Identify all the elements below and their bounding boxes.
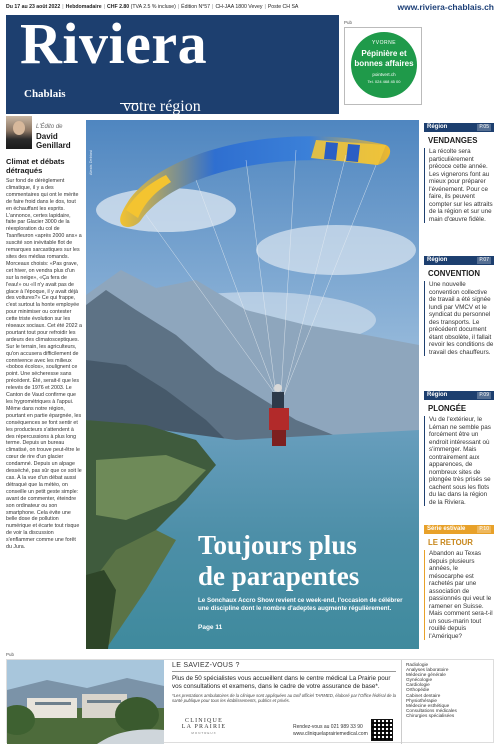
pub-label-top: Pub [344,20,353,25]
ad-line2: bonnes affaires [354,59,414,68]
teaser-rubric: Région [427,392,448,398]
ad-kicker: LE SAVIEZ-VOUS ? [172,662,240,669]
specialty-item: Analyses laboratoire [406,667,449,673]
specialty-item: Médecine esthétique [406,702,450,708]
newspaper-title: Riviera [20,11,208,76]
ad-paragraph: Plus de 50 spécialistes vous accueillent dans le centre médical La Prairie pour vos consultations et examens, dans le cadre de votre assurance de base*. [172,675,391,690]
clinic-logo-line3: MONTREUX [191,731,217,735]
masthead [6,11,339,115]
cover-headline[interactable] [198,530,408,592]
teaser-page: P.10 [479,526,489,532]
issue-meta: Du 17 au 23 août 2022 | Hebdomadaire | CHF 2.80 (TVA 2.5 % incluse) | Édition N°57 | CH-JAA 1800 Vevey | Poste CH SA [6,4,299,10]
teaser-title: LE RETOUR [428,538,473,547]
ad-site: pointvert.ch [372,72,396,77]
ad-rule [172,671,396,672]
clinic-logo-line1: CLINIQUE [185,718,223,724]
specialty-item: Physiothérapie [406,697,438,703]
specialty-item: Cardiologie [406,682,430,688]
specialties-list [401,660,493,744]
ad-pointvert-badge [351,32,417,98]
teaser-title: PLONGÉE [428,404,467,413]
newspaper-slogan: votre région [123,98,201,115]
ad-text-block [172,662,398,703]
cover-headline-line1: Toujours plus [198,530,357,560]
teaser-page: P.07 [479,257,489,263]
specialty-item: Orthopédie [406,687,430,693]
teaser-body: Vu de l'extérieur, le Léman ne semble pas forcément être un endroit intéressant où s'immerger. Mais contrairement aux apparences, de nombreux sites de plongée très prisés se cachent sous les flots du lac dans la région de la Riviera. [424,416,494,506]
teaser-rubric: Région [427,124,448,130]
issue-price: CHF 2.80 [106,4,130,10]
teaser-rubric: Série estivale [427,526,466,532]
teaser-title: CONVENTION [428,269,480,278]
teaser-convention[interactable] [424,256,494,356]
cover-lead: Le Sonchaux Accro Show revient ce week-end, l'occasion de célébrer une discipline dont le nombre d'adeptes augmente régulièrement. [198,597,403,612]
author-last-name: Genillard [36,141,71,150]
specialty-item: Cabinet dentaire [406,692,441,698]
edito-headline[interactable]: Climat et débats détraqués [6,157,65,175]
teaser-plongee[interactable] [424,391,494,506]
ad-brand: YVORNE [371,40,397,46]
cover-headline-line2: de parapentes [198,561,360,591]
teaser-page: P.09 [479,392,489,398]
cover-page-ref[interactable]: Page 11 [198,624,223,631]
teaser-le-retour[interactable] [424,525,494,640]
edito-body: Sur fond de dérèglement climatique, il y a des commentaires qui ont le mérite de faire froid dans le dos, tout en échauffant les esprits. L'annonce, certes lapidaire, faite par Glacier 3000 de la réexploration du col de Tsanfleuron «après 2000 ans» a suscité son inévitable flot de remarques sarcastiques sur les sites des médias romands. Morceaux choisis: «Pas grave, cet hiver, on vendra plus d'un sur la neige», «Ça fera de l'eau!» ou «Il n'y avait pas de glace à l'époque, il y avait déjà des voitures?» Ce qui frappe, c'est surtout la honte employée pour minimiser ou contester cette triste évolution sur les réseaux sociaux. Cet été 2022 a pourtant tout pour refroidir les ardeurs des climatosceptiques. Sur le terrain, les agriculteurs, qu'on accusera difficilement de connivence avec les milieux «bobos écolos», soulignent ce point. Une sécheresse sans précédent. Été, serait-il que les relevés de 1976 et 2003. Le Canton de Vaud confirme que les hygrométriques à l'appui. Même dans notre région, pourtant en partie épargnée, les conséquences se font sentir et les producteurs s'attendent à des répercussions à plus long terme. Depuis un bureau climatisé, on trouve peut-être le cœur de rire d'un glacier condamné. Depuis un alpage desséché, pas sûr que ce soit le cas. À la vue d'un débat aussi détraqué que la météo, on conseille un petit geste simple: avant de commenter, éteindre son ordinateur ou son smartphone. Cela évite une belle dose de pollution numérique et écarte tout risque de voir la discussion s'enflammer comme une forêt du Jura. [6,178,82,551]
author-photo [6,116,32,149]
photo-credit: Alexis Debiasi [88,150,93,176]
site-url-link[interactable]: www.riviera-chablais.ch [397,2,494,12]
teaser-band [424,123,494,132]
issue-date: Du 17 au 23 août 2022 [6,4,61,10]
teaser-page: P.05 [479,124,489,130]
ad-fineprint: *Les prestations ambulatoires de la clinique sont appliquées au tarif officiel TARMED, élaboré par l'Office fédéral de la santé publique pour tous les établissements, publics et privés. [172,692,397,703]
teaser-vendanges[interactable] [424,123,494,223]
ad-phone[interactable]: Rendez-vous au 021 989 33 90 [293,724,363,730]
teaser-band [424,391,494,400]
ad-clinique-la-prairie[interactable] [6,659,494,743]
author-first-name: David [36,132,58,141]
clinic-building-image [7,660,164,744]
ad-line1: Pépinière et [361,49,407,58]
specialty-item: Gynécologie [406,677,433,683]
specialty-item: Radiologie [406,662,429,667]
issue-poste: Poste CH SA [267,4,299,10]
teaser-body: La récolte sera particulièrement précoce cette année. Les vignerons font au mieux pour préparer l'événement. Pour ce faire, ils peuvent compter sur les attraits de la région et sur une main d'œuvre fidèle. [424,148,494,223]
specialty-item: Chirurgies spécialisées [406,712,455,718]
pub-label-bottom: Pub [6,652,15,657]
teaser-title: VENDANGES [428,136,478,145]
qr-code-icon[interactable] [371,719,393,741]
cover-photo[interactable] [86,120,419,649]
edito-label: L'Édito de [36,124,63,130]
clinic-logo [174,718,234,735]
issue-tva: (TVA 2.5 % incluse) [130,4,176,10]
ad-tel: Tel. 024 468 45 00 [367,79,401,84]
issue-edition: Édition N°57 [181,4,211,10]
newspaper-subtitle: Chablais [24,88,66,100]
teaser-band [424,256,494,265]
teaser-body: Abandon au Texas depuis plusieurs années, le mésocarphe est rachetés par une association de passionnés qui veut le ramener en Suisse. Mais comment sera-t-il un sous-marin tout rouillé depuis l'Amérique? [424,550,494,640]
ad-website[interactable]: www.cliniquelaprairiemedical.com [293,731,368,737]
teaser-rubric: Région [427,257,448,263]
issue-frequency: Hebdomadaire [65,4,102,10]
specialty-item: Consultations médicales [406,707,457,713]
ad-pointvert[interactable] [344,27,422,105]
teaser-band [424,525,494,534]
ad-contact [293,724,368,738]
clinic-logo-line2: LA PRAIRIE [181,724,227,730]
issue-jaa: CH-JAA 1800 Vevey [215,4,263,10]
teaser-body: Une nouvelle convention collective de travail a été signée lundi par VMCV et le syndicat du personnel des transports. Le précédent document étant obsolète, il fallait revoir les conditions de travail des chauffeurs. [424,281,494,356]
specialty-item: Médecine générale [406,672,446,678]
